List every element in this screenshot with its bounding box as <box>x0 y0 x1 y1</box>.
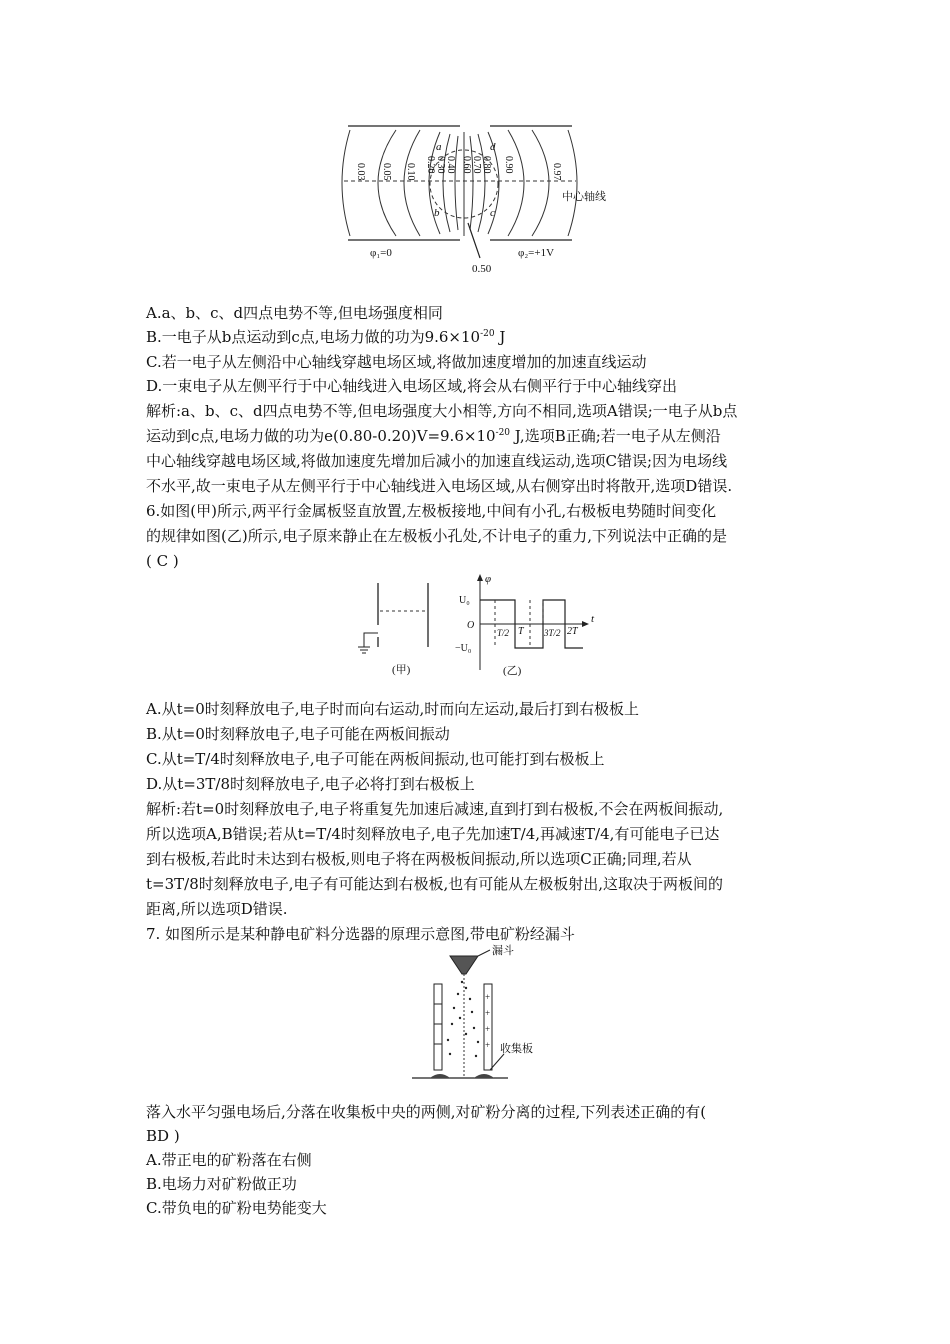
eq-label-5: 0.40 <box>445 156 456 174</box>
q5-analysis-4: 不水平,故一束电子从左侧平行于中心轴线进入电场区域,从右侧穿出时将散开,选项D错误. <box>146 477 733 495</box>
q7-option-b: B.电场力对矿粉做正功 <box>146 1175 297 1193</box>
q7-option-c: C.带负电的矿粉电势能变大 <box>146 1199 327 1217</box>
tick-t2: T/2 <box>497 628 510 638</box>
svg-text:+: + <box>485 1024 491 1034</box>
q6-analysis-2: 所以选项A,B错误;若从t=T/4时刻释放电子,电子先加速T/4,再减速T/4,有可能电子已达 <box>146 825 720 843</box>
point-c: c <box>490 207 495 219</box>
tick-3t2: 3T/2 <box>544 628 561 638</box>
q6-analysis-1: 解析:若t=0时刻释放电子,电子将重复先加速后减速,直到打到右极板,不会在两板间振动, <box>146 800 724 818</box>
q6-stem-1: 6.如图(甲)所示,两平行金属板竖直放置,左极板接地,中间有小孔,右极板电势随时间变化 <box>146 502 717 520</box>
svg-text:+: + <box>485 992 491 1002</box>
plates-figure <box>350 575 450 685</box>
q7-stem-2: 落入水平匀强电场后,分落在收集板中央的两侧,对矿粉分离的过程,下列表述正确的有( <box>146 1103 707 1121</box>
funnel-label: 漏斗 <box>492 945 514 957</box>
q6-option-b: B.从t=0时刻释放电子,电子可能在两板间振动 <box>146 725 450 743</box>
phi1-label: φ₁=0 <box>370 247 392 259</box>
q6-option-d: D.从t=3T/8时刻释放电子,电子必将打到右极板上 <box>146 775 475 793</box>
eq-label-7: 0.70 <box>471 156 482 174</box>
q5-analysis-3: 中心轴线穿越电场区域,将做加速度先增加后减小的加速直线运动,选项C错误;因为电场线 <box>146 452 728 470</box>
q5-analysis-2-rest: J,选项B正确;若一电子从左侧沿 <box>510 427 721 445</box>
q5-option-b-unit: J <box>494 328 506 346</box>
point-d: d <box>490 141 496 153</box>
q5-option-b <box>146 327 505 347</box>
q5-option-b-exp: -20 <box>480 329 495 339</box>
point-b: b <box>434 207 440 219</box>
q7-option-a: A.带正电的矿粉落在右侧 <box>146 1151 312 1169</box>
origin-label: O <box>467 620 475 631</box>
q7-stem-3: BD ) <box>146 1127 180 1145</box>
axis-t: t <box>591 613 595 625</box>
eq-label-3: 0.20 <box>425 156 436 174</box>
q5-analysis-1: 解析:a、b、c、d四点电势不等,但电场强度大小相等,方向不相同,选项A错误;一电子从b点 <box>146 402 738 420</box>
q5-option-b-text: B.一电子从b点运动到c点,电场力做的功为9.6×10 <box>146 328 481 346</box>
tick-t: T <box>518 626 524 637</box>
q7-stem-1: 7. 如图所示是某种静电矿料分选器的原理示意图,带电矿粉经漏斗 <box>146 925 575 943</box>
q5-option-a: A.a、b、c、d四点电势不等,但电场强度相同 <box>146 304 443 322</box>
axis-phi: φ <box>485 573 492 585</box>
phi2-label: φ₂=+1V <box>518 247 555 259</box>
eq-label-10: 0.97 <box>551 163 562 181</box>
potential-graph <box>455 570 605 685</box>
u0-label: U₀ <box>459 595 470 606</box>
eq-label-6: 0.60 <box>461 156 472 174</box>
q5-analysis-2 <box>146 426 721 446</box>
q6-option-c: C.从t=T/4时刻释放电子,电子可能在两板间振动,也可能打到右极板上 <box>146 750 605 768</box>
svg-text:+: + <box>485 1008 491 1018</box>
tick-2t: 2T <box>567 626 578 637</box>
q5-analysis-2-text: 运动到c点,电场力做的功为e(0.80-0.20)V=9.6×10 <box>146 427 496 445</box>
axis-label: 中心轴线 <box>562 191 606 203</box>
center-label: 0.50 <box>472 263 492 275</box>
q6-analysis-5: 距离,所以选项D错误. <box>146 900 288 918</box>
eq-label-4: 0.30 <box>435 156 446 174</box>
q5-analysis-2-exp: -20 <box>495 428 511 438</box>
q6-option-a: A.从t=0时刻释放电子,电子时而向右运动,时而向左运动,最后打到右极板上 <box>146 700 640 718</box>
q6-stem-2: 的规律如图(乙)所示,电子原来静止在左极板小孔处,不计电子的重力,下列说法中正确的是 <box>146 527 728 545</box>
fig-left-caption: (甲) <box>392 664 411 676</box>
svg-text:+: + <box>485 1040 491 1050</box>
eq-label-1: 0.05 <box>381 163 392 181</box>
q6-analysis-3: 到右极板,若此时未达到右极板,则电子将在两极板间振动,所以选项C正确;同理,若从 <box>146 850 692 868</box>
eq-label-9: 0.90 <box>503 156 514 174</box>
fig-right-caption: (乙) <box>503 665 522 677</box>
point-a: a <box>436 141 442 153</box>
plate-label: 收集板 <box>500 1043 533 1055</box>
q6-stem-3: ( C ) <box>146 552 179 570</box>
separator-figure <box>408 944 558 1084</box>
eq-label-2: 0.10 <box>405 163 416 181</box>
eq-label-8: 0.80 <box>481 156 492 174</box>
q5-option-d: D.一束电子从左侧平行于中心轴线进入电场区域,将会从右侧平行于中心轴线穿出 <box>146 377 678 395</box>
q6-analysis-4: t=3T/8时刻释放电子,电子有可能达到右极板,也有可能从左极板射出,这取决于两板间的 <box>146 875 724 893</box>
equipotential-figure <box>340 118 620 278</box>
neg-u0-label: −U₀ <box>455 643 472 654</box>
q5-option-c: C.若一电子从左侧沿中心轴线穿越电场区域,将做加速度增加的加速直线运动 <box>146 353 647 371</box>
eq-label-0: 0.03 <box>355 163 366 181</box>
